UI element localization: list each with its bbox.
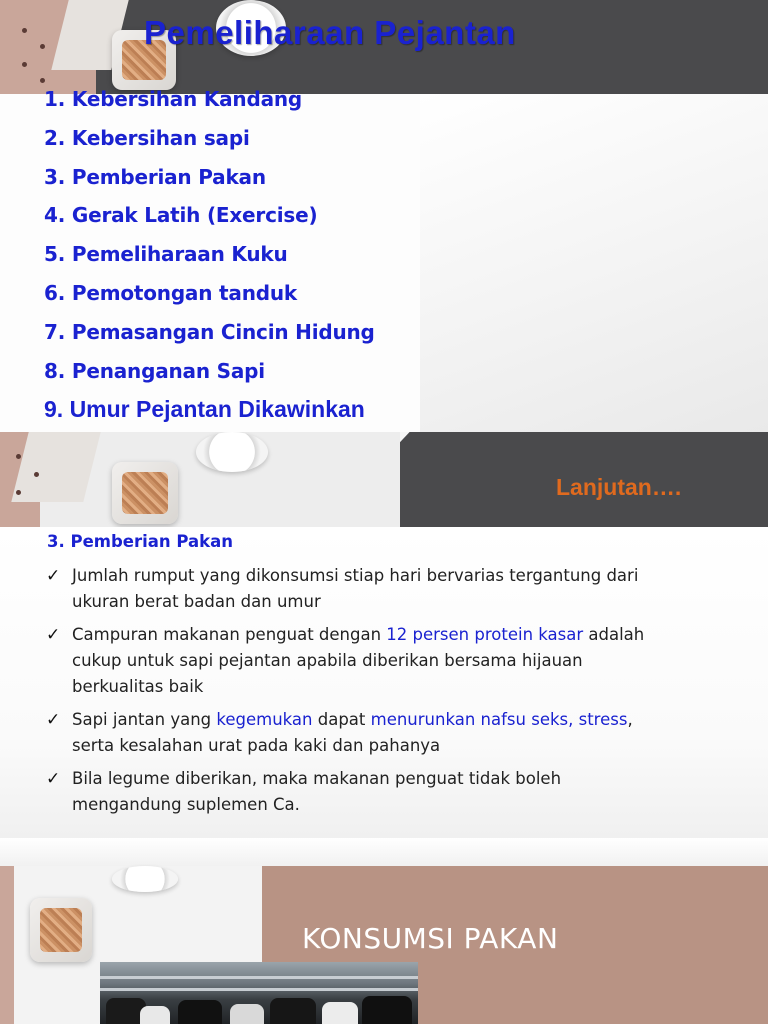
checkmark-icon: ✓ [46, 710, 61, 730]
dot-icon [40, 78, 45, 83]
dot-icon [16, 490, 21, 495]
maintenance-list [44, 84, 375, 432]
bullet-text: Bila legume diberikan, maka makanan penguat tidak boleh mengandung suplemen Ca. [72, 769, 562, 814]
dot-icon [16, 454, 21, 459]
slide1-title: Pemeliharaan Pejantan [144, 14, 516, 51]
blush-paper [0, 866, 14, 1024]
bullet-item [46, 766, 666, 818]
dot-icon [34, 472, 39, 477]
feeding-bullets [46, 563, 666, 825]
checkmark-icon: ✓ [46, 769, 61, 789]
bullet-item [46, 707, 666, 759]
checkmark-icon: ✓ [46, 566, 61, 586]
list-item: 2. Kebersihan sapi [44, 125, 250, 150]
dot-icon [40, 44, 45, 49]
highlighted-text: kegemukan [216, 710, 313, 729]
dot-icon [22, 62, 27, 67]
list-item: 9. Umur Pejantan Dikawinkan [44, 396, 365, 423]
highlighted-text: 12 persen protein kasar [386, 625, 584, 644]
slide-top [0, 838, 768, 866]
slide-pemeliharaan-pejantan [0, 0, 768, 432]
cup-icon [196, 432, 268, 472]
list-item: 1. Kebersihan Kandang [44, 87, 303, 111]
list-item: 5. Pemeliharaan Kuku [44, 242, 288, 267]
bullet-item [46, 622, 666, 700]
dot-icon [22, 28, 27, 33]
slide2-title: Lanjutan…. [556, 474, 682, 500]
checkmark-icon: ✓ [46, 625, 61, 645]
list-item: 3. Pemberian Pakan [44, 164, 266, 189]
bullet-text: adalah cukup untuk sapi pejantan apabila diberikan bersama hijauan berkualitas baik [72, 625, 645, 696]
background-shade [420, 94, 768, 432]
paperclip-jar-icon [30, 898, 92, 962]
slide3-title: KONSUMSI PAKAN [302, 922, 559, 955]
list-item: 8. Penanganan Sapi [44, 358, 265, 383]
list-item: 7. Pemasangan Cincin Hidung [44, 319, 375, 344]
section-heading: 3. Pemberian Pakan [47, 532, 234, 551]
bullet-text: Sapi jantan yang [72, 710, 217, 729]
slide-konsumsi-pakan [0, 838, 768, 1024]
bullet-text: , serta kesalahan urat pada kaki dan pahanya [72, 710, 633, 755]
paperclip-jar-icon [112, 462, 178, 524]
bullet-item [46, 563, 666, 615]
bullet-text: Campuran makanan penguat dengan [72, 625, 387, 644]
barn-cattle-photo [100, 962, 418, 1024]
cup-icon [112, 866, 178, 892]
bullet-text: dapat [312, 710, 371, 729]
list-item: 6. Pemotongan tanduk [44, 280, 297, 305]
slide-lanjutan [0, 432, 768, 838]
list-item: 4. Gerak Latih (Exercise) [44, 203, 318, 228]
highlighted-text: menurunkan nafsu seks, stress [370, 710, 628, 729]
bullet-text: Jumlah rumput yang dikonsumsi stiap hari bervarias tergantung dari ukuran berat badan dan umur [72, 566, 639, 611]
